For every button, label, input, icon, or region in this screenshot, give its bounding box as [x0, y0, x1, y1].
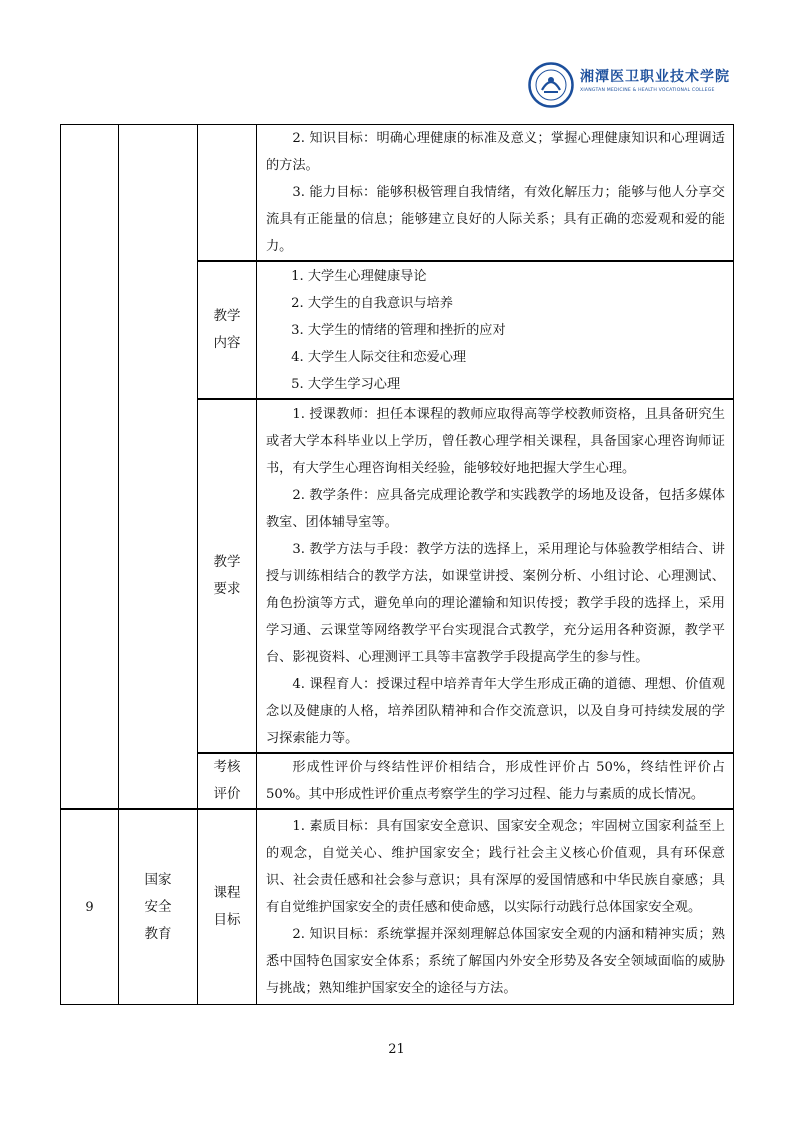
list-item: 3. 教学方法与手段：教学方法的选择上，采用理论与体验教学相结合、讲授与训练相结合的教学方法，如课堂讲授、案例分析、小组讨论、心理测试、角色扮演等方式，避免单向的理论灌输和知识传授；教学手段的选择上，采用学习通、云课堂等网络教学平台实现混合式教学，充分运用各种资源，教学平台、影视资料、心理测评工具等丰富教学手段提高学生的参与性。	[266, 541, 725, 665]
course-table	[60, 124, 734, 1005]
list-item: 3. 大学生的情绪的管理和挫折的应对	[291, 322, 506, 338]
school-emblem-icon	[528, 62, 574, 108]
list-item: 5. 大学生学习心理	[291, 376, 401, 392]
list-item: 2. 教学条件：应具备完成理论教学和实践教学的场地及设备，包括多媒体教室、团体辅导室等。	[266, 487, 725, 530]
evaluation-label: 考核 评价	[198, 753, 257, 809]
objective-ability: 3. 能力目标：能够积极管理自我情绪，有效化解压力；能够与他人分享交流具有正能量的信息；能够建立良好的人际关系；具有正确的恋爱观和爱的能力。	[266, 185, 725, 254]
course-name: 国家 安全 教育	[119, 809, 198, 1005]
school-name-cn: 湘潭医卫职业技术学院	[580, 69, 730, 85]
evaluation-text: 形成性评价与终结性评价相结合，形成性评价占 50%，终结性评价占 50%。其中形成性评价重点考察学生的学习过程、能力与素质的成长情况。	[266, 760, 725, 802]
objective-quality: 1. 素质目标：具有国家安全意识、国家安全观念；牢固树立国家利益至上的观念，自觉关心、维护国家安全；践行社会主义核心价值观，具有环保意识、社会责任感和社会参与意识；具有深厚的爱国情感和中华民族自豪感；具有自觉维护国家安全的责任感和使命感，以实际行动践行总体国家安全观。	[266, 818, 725, 915]
list-item: 1. 大学生心理健康导论	[291, 268, 427, 284]
requirement-cell	[257, 399, 734, 753]
course-number-cell	[61, 125, 119, 810]
list-item: 1. 授课教师：担任本课程的教师应取得高等学校教师资格，且具备研究生或者大学本科毕业以上学历，曾任教心理学相关课程，具备国家心理咨询师证书，有大学生心理咨询相关经验，能够较好地把握大学生心理。	[266, 406, 725, 476]
requirement-label: 教学 要求	[198, 399, 257, 753]
course-name-cell	[119, 125, 198, 810]
objective-knowledge: 2. 知识目标：明确心理健康的标准及意义；掌握心理健康知识和心理调适的方法。	[266, 131, 725, 173]
content-cell	[257, 261, 734, 399]
content-label: 教学 内容	[198, 261, 257, 399]
list-item: 4. 大学生人际交往和恋爱心理	[291, 349, 467, 365]
school-name-en: XIANGTAN MEDICINE & HEALTH VOCATIONAL COLLEGE	[580, 88, 715, 93]
category-cell	[198, 125, 257, 262]
school-logo	[528, 62, 730, 108]
objective-cell	[257, 809, 734, 1005]
evaluation-cell	[257, 753, 734, 809]
page-number: 21	[388, 1042, 405, 1057]
objective-label: 课程 目标	[198, 809, 257, 1005]
objective-knowledge: 2. 知识目标：系统掌握并深刻理解总体国家安全观的内涵和精神实质；熟悉中国特色国家安全体系；系统了解国内外安全形势及各安全领域面临的威胁与挑战；熟知维护国家安全的途径与方法。	[266, 926, 725, 996]
table-row	[61, 809, 734, 1005]
list-item: 4. 课程育人：授课过程中培养青年大学生形成正确的道德、理想、价值观念以及健康的人格，培养团队精神和合作交流意识，以及自身可持续发展的学习探索能力等。	[266, 676, 725, 746]
objective-cell	[257, 125, 734, 262]
list-item: 2. 大学生的自我意识与培养	[291, 295, 453, 311]
table-row	[61, 125, 734, 262]
course-number: 9	[61, 809, 119, 1005]
